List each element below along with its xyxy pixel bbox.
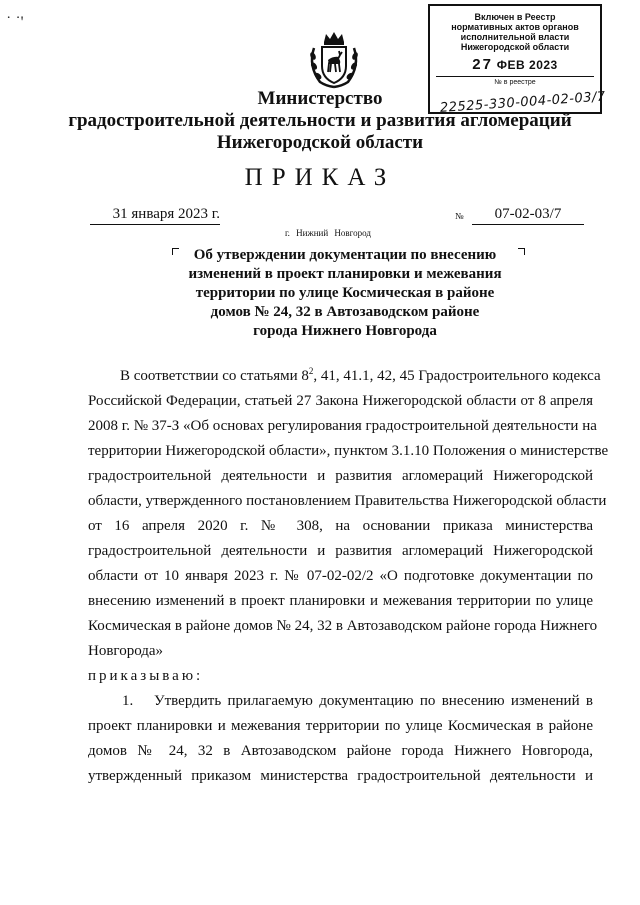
stamp-date [430,56,600,73]
body-line: от 16 апреля 2020 г. № 308, на основании приказа министерства [88,518,593,534]
registry-number-handwritten: 22525-330-004-02-03/7 [439,89,607,116]
stamp-line-4: Нижегородской области [460,42,570,52]
order-number: 07-02-03/7 [472,206,584,225]
item-1-line [88,689,593,714]
stamp-line-1: Включен в Реестр [474,12,556,22]
decree-word: приказываю: [88,668,204,684]
order-body [88,364,609,789]
stamp-date-month-year: ФЕВ 2023 [496,58,558,72]
ministry-name-line-3: Нижегородской области [216,132,424,153]
body-text-segment: , 41, 41.1, 42, 45 Градостроительного кодекса [313,368,601,384]
subject-line: Об утверждении документации по внесению [193,247,497,263]
coat-of-arms-icon [306,30,362,90]
order-subject [170,246,520,341]
subject-line: изменений в проект планировки и межевания [188,266,502,282]
ministry-name-line-1: Министерство [257,88,383,109]
body-line: территории Нижегородской области», пунктом 3.1.10 Положения о министерстве [88,443,609,459]
body-line [88,364,601,389]
body-text-segment: В соответствии со статьями 8 [120,368,309,384]
body-line: Космическая в районе домов № 24, 32 в Автозаводском районе города Нижнего [88,618,598,634]
order-date: 31 января 2023 г. [90,206,220,225]
body-line: внесению изменений в проект планировки и межевания территории по улице [88,593,593,609]
body-line: области, утвержденного постановлением Правительства Нижегородской области [88,493,607,509]
body-line: градостроительной деятельности и развития агломераций Нижегородской [88,468,593,484]
document-type-title: ПРИКАЗ [244,164,396,191]
body-line: области от 10 января 2023 г. № 07-02-02/2 «О подготовке документации по [88,568,593,584]
item-number: 1. [122,693,134,709]
article-superscript: 2 [308,366,314,376]
ministry-name-line-2: градостроительной деятельности и развития агломераций [68,110,572,131]
stamp-line-2: нормативных актов органов [451,22,579,32]
item-1-line: домов № 24, 32 в Автозаводском районе города Нижнего Новгорода, [88,743,593,759]
body-line: градостроительной деятельности и развития агломераций Нижегородской [88,543,593,559]
stamp-line-3: исполнительной власти [460,32,570,42]
body-line: Российской Федерации, статьей 27 Закона Нижегородской области от 8 апреля [88,393,593,409]
stamp-divider [436,76,594,77]
item-1-line: проект планировки и межевания территории по улице Космическая в районе [88,718,593,734]
number-sign: № [455,211,464,221]
issue-city: г. Нижний Новгород [285,228,371,238]
item-1-line: утвержденный приказом министерства градостроительной деятельности и [88,768,593,784]
subject-line: домов № 24, 32 в Автозаводском районе [210,304,480,320]
item-1-text: Утвердить прилагаемую документацию по внесению изменений в [154,693,593,709]
stamp-registry-label: № в реестре [494,79,536,86]
margin-mark: ˙ ˙' [6,14,24,31]
stamp-date-day: 27 [472,56,493,73]
body-line: Новгорода» [88,643,164,659]
subject-line: территории по улице Космическая в районе [195,285,495,301]
body-line: 2008 г. № 37-З «Об основах регулирования градостроительной деятельности на [88,418,597,434]
subject-line: города Нижнего Новгорода [253,323,437,339]
